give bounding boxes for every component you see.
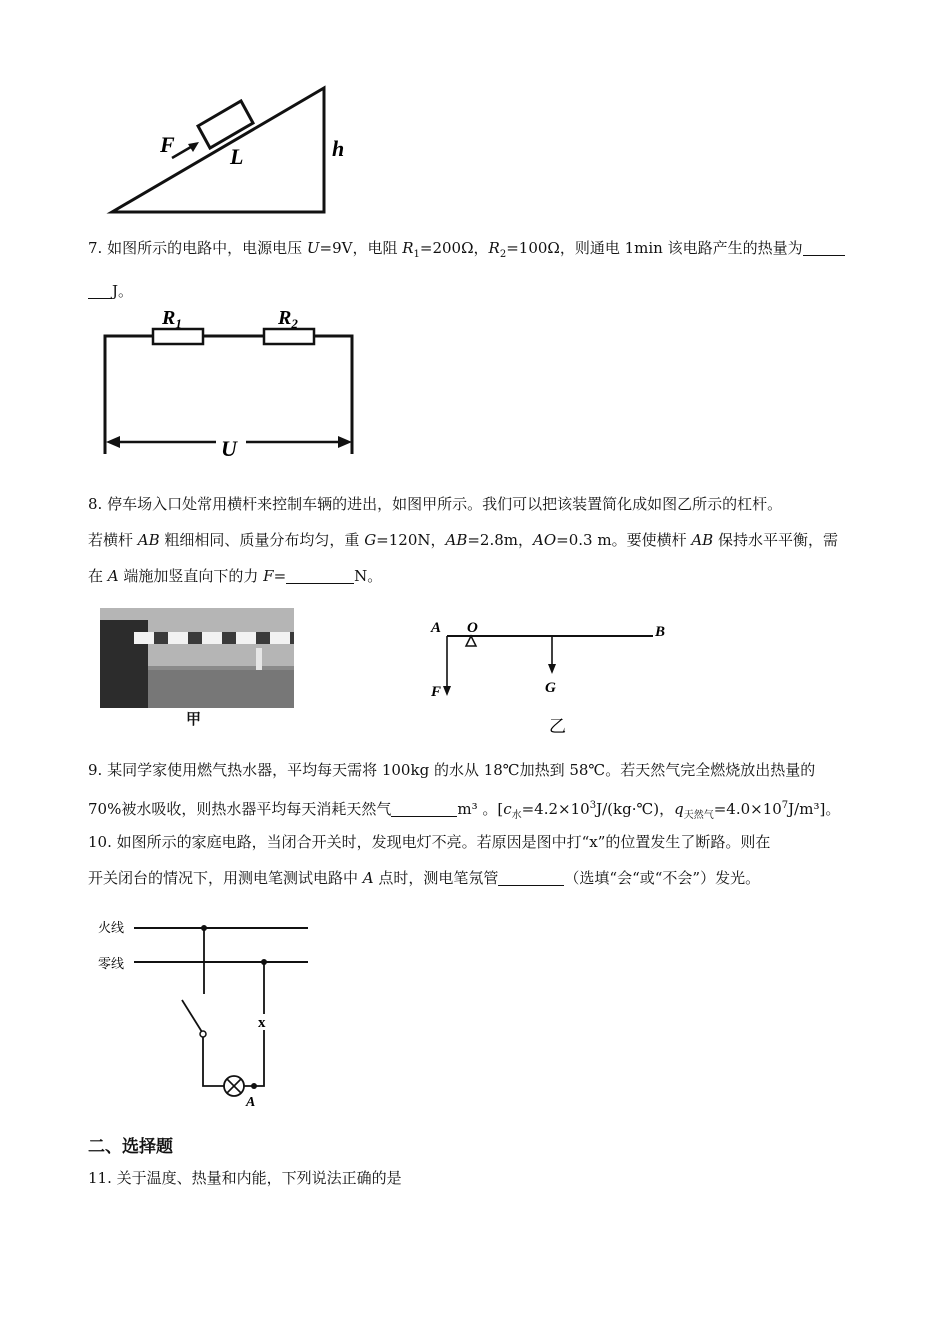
photo-barrier-arm <box>134 632 294 644</box>
answer-blank[interactable] <box>286 565 354 584</box>
question-10-number: 10. <box>88 833 112 851</box>
point-a-node <box>251 1083 257 1089</box>
lever-label-o: O <box>467 620 478 636</box>
question-8-line-3: 在 A 端施加竖直向下的力 F= N。 <box>88 567 383 585</box>
gravity-arrow-head <box>548 664 556 674</box>
label-r1: $R_1$ <box>162 307 182 331</box>
switch-contact <box>200 1031 206 1037</box>
lever-label-f: F <box>431 684 442 700</box>
answer-blank[interactable] <box>803 237 845 256</box>
resistor-r2 <box>264 329 314 344</box>
question-10-line-1: 10. 如图所示的家庭电路，当闭合开关时，发现电灯不亮。若原因是图中打“x”的位置发生了断路。则在 <box>88 833 771 851</box>
fulcrum <box>466 636 476 646</box>
question-7 <box>88 230 868 309</box>
lever-label-b: B <box>655 624 666 640</box>
incline-label-f: F <box>160 132 175 157</box>
question-10 <box>88 824 868 896</box>
label-point-a: A <box>246 1095 256 1110</box>
question-9-number: 9. <box>88 761 103 779</box>
label-u: U <box>221 436 237 461</box>
question-10-line-2: 开关闭台的情况下，用测电笔测试电路中 A 点时，测电笔氖管 （选填“会“或“不会”）发光。 <box>88 869 761 887</box>
question-11-line-1: 11. 关于温度、热量和内能，下列说法正确的是 <box>88 1169 402 1187</box>
question-9-line-2: 70%被水吸收，则热水器平均每天消耗天然气 m³ 。[$c_水=4.2\times 10^3J/(kg\cdot℃)$，$q_{天然气}=4.0\times 10^7J/m^3$]。 <box>88 800 841 821</box>
lever-label-g: G <box>545 680 556 696</box>
voltage-arrow-left-head <box>106 436 120 448</box>
series-circuit-figure <box>98 304 362 464</box>
photo-label: 甲 <box>186 710 202 728</box>
incline-figure <box>100 80 370 220</box>
voltage-arrow-right-head <box>338 436 352 448</box>
force-f-arrow-head <box>443 686 451 696</box>
question-8 <box>88 486 868 594</box>
question-9-line-1: 9. 某同学家使用燃气热水器，平均每天需将 100kg 的水从 18℃加热到 58℃。若天然气完全燃烧放出热量的 <box>88 761 816 779</box>
label-neutral-wire: 零线 <box>98 956 125 971</box>
question-9 <box>88 752 868 834</box>
incline-label-l: L <box>230 144 244 169</box>
lever-figure <box>425 612 675 740</box>
question-11 <box>88 1160 868 1196</box>
question-8-number: 8. <box>88 495 103 513</box>
label-live-wire: 火线 <box>98 920 125 935</box>
question-7-number: 7. <box>88 239 103 257</box>
question-11-number: 11. <box>88 1169 112 1187</box>
section-heading: 二、选择题 <box>88 1137 173 1157</box>
label-r2: $R_2$ <box>278 307 298 331</box>
incline-block <box>198 101 253 148</box>
barrier-photo <box>100 608 294 708</box>
question-7-line-1: 7. 如图所示的电路中，电源电压 U=9V，电阻 $R_1=200\Omega$，$R_2=100\Omega$，则通电 1min 该电路产生的热量为 <box>88 230 868 273</box>
switch-lever <box>182 1000 202 1032</box>
question-8-line-2: 若横杆 AB 粗细相同、质量分布均匀，重 G=120N，AB=2.8m，AO=0.3 m。要使横杆 AB 保持水平平衡，需 <box>88 531 838 549</box>
resistor-r1 <box>153 329 203 344</box>
break-mark-x: x <box>258 1015 266 1031</box>
question-7-line-2: J。 <box>88 273 868 309</box>
home-circuit-figure <box>96 910 316 1110</box>
switch-to-lamp-wire <box>203 1037 224 1086</box>
answer-blank[interactable] <box>391 798 457 817</box>
lever-label-yi: 乙 <box>549 717 566 736</box>
question-8-line-1: 8. 停车场入口处常用横杆来控制车辆的进出，如图甲所示。我们可以把该装置简化成如图乙所示的杠杆。 <box>88 495 783 513</box>
incline-label-h: h <box>332 136 345 161</box>
photo-ground <box>148 670 294 708</box>
incline-triangle <box>112 88 324 212</box>
answer-blank[interactable] <box>498 867 564 886</box>
lever-label-a: A <box>431 620 442 636</box>
answer-blank-continued[interactable] <box>88 280 112 299</box>
